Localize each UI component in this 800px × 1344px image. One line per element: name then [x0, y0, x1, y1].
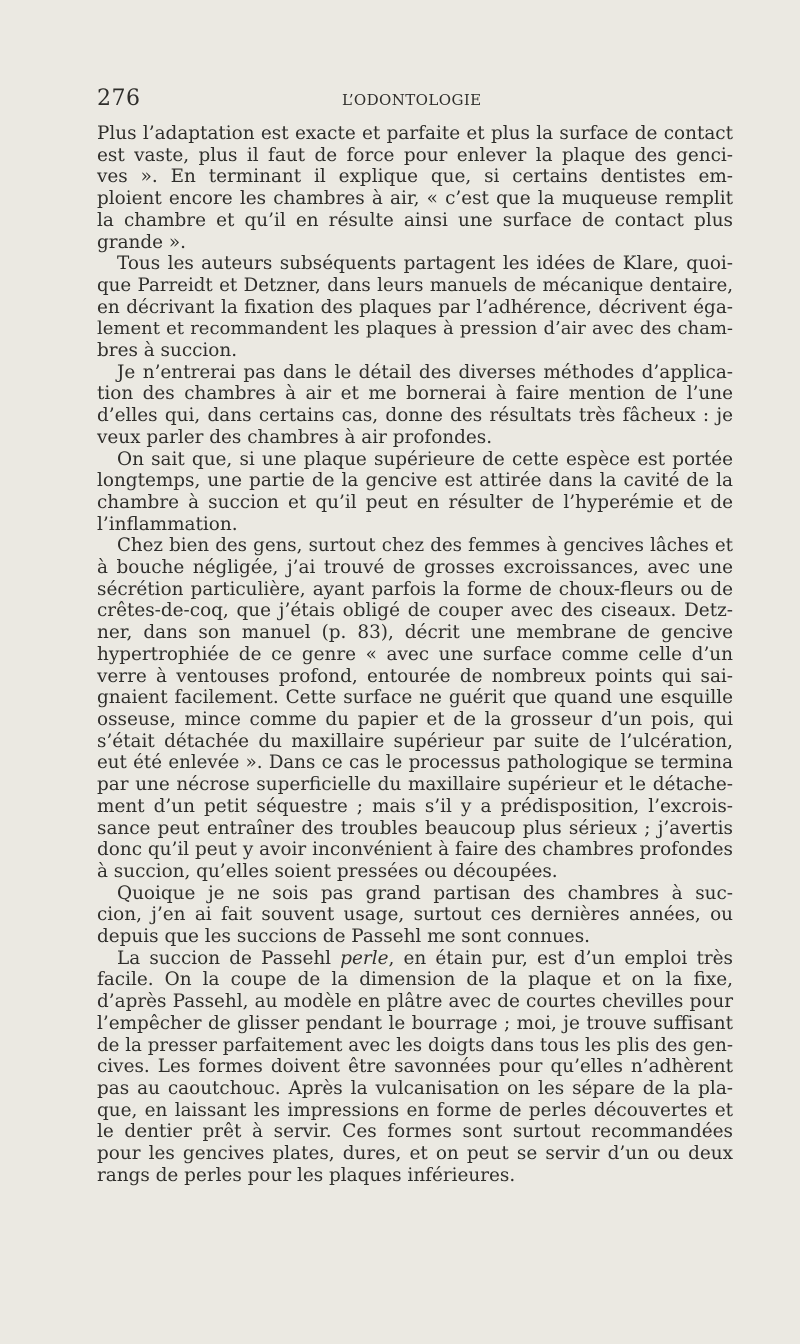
text-line: Quoique je ne sois pas grand partisan des chambres à suc-	[117, 882, 733, 904]
text-line: longtemps, une partie de la gencive est attirée dans la cavité de la	[97, 470, 733, 492]
text-line: cion, j’en ai fait souvent usage, surtout ces dernières années, ou	[97, 904, 733, 926]
text-line: crêtes-de-coq, que j’étais obligé de couper avec des ciseaux. Detz-	[97, 600, 733, 622]
text-line: Plus l’adaptation est exacte et parfaite et plus la surface de contact	[97, 123, 733, 144]
text-line: s’était détachée du maxillaire supérieur par suite de l’ulcération,	[97, 730, 733, 752]
text-line: Chez bien des gens, surtout chez des femmes à gencives lâches et	[117, 535, 733, 557]
text-line: pour les gencives plates, dures, et on peut se servir d’un ou deux	[97, 1143, 733, 1165]
running-title: L’ODONTOLOGIE	[342, 91, 482, 109]
text-line: d’après Passehl, au modèle en plâtre avec de courtes chevilles pour	[97, 991, 733, 1013]
text-line: le dentier prêt à servir. Ces formes sont surtout recommandées	[97, 1121, 733, 1143]
text-line: sécrétion particulière, ayant parfois la forme de choux-fleurs ou de	[97, 578, 733, 600]
text-segment: La succion de Passehl	[117, 947, 341, 969]
text-line: sance peut entraîner des troubles beaucoup plus sérieux ; j’avertis	[97, 817, 733, 839]
text-line: tion des chambres à air et me bornerai à faire mention de l’une	[97, 383, 733, 405]
text-line: rangs de perles pour les plaques inférieures.	[97, 1164, 516, 1186]
text-line	[97, 948, 733, 970]
body-text	[97, 123, 733, 1186]
text-line: par une nécrose superficielle du maxillaire supérieur et le détache-	[97, 774, 733, 796]
text-line: depuis que les succions de Passehl me sont connues.	[97, 926, 590, 948]
text-line: à succion, qu’elles soient pressées ou découpées.	[97, 860, 558, 882]
text-line: que Parreidt et Detzner, dans leurs manuels de mécanique dentaire,	[97, 274, 733, 296]
page-header	[97, 86, 733, 116]
text-line: facile. On la coupe de la dimension de la plaque et on la fixe,	[97, 969, 733, 991]
text-line: bres à succion.	[97, 340, 238, 362]
text-line: l’inflammation.	[97, 513, 238, 535]
text-line: verre à ventouses profond, entourée de nombreux points qui sai-	[97, 665, 733, 687]
text-line: la chambre et qu’il en résulte ainsi une surface de contact plus	[97, 209, 733, 231]
text-line: que, en laissant les impressions en forme de perles découvertes et	[97, 1099, 733, 1121]
text-line: On sait que, si une plaque supérieure de cette espèce est portée	[117, 448, 733, 470]
text-line: en décrivant la fixation des plaques par l’adhérence, décrivent éga-	[97, 296, 733, 318]
text-line: ment d’un petit séquestre ; mais s’il y a prédisposition, l’excrois-	[97, 795, 733, 817]
text-line: chambre à succion et qu’il peut en résulter de l’hyperémie et de	[97, 491, 733, 513]
text-line: l’empêcher de glisser pendant le bourrage ; moi, je trouve suffisant	[97, 1012, 733, 1034]
text-line: hypertrophiée de ce genre « avec une surface comme celle d’un	[97, 643, 733, 665]
text-line: grande ».	[97, 231, 186, 253]
text-line: à bouche négligée, j’ai trouvé de grosses excroissances, avec une	[97, 557, 733, 579]
italic-term: perle	[340, 947, 389, 969]
text-line: ploient encore les chambres à air, « c’est que la muqueuse remplit	[97, 188, 733, 210]
text-line: eut été enlevée ». Dans ce cas le processus pathologique se termina	[97, 752, 733, 774]
text-line: est vaste, plus il faut de force pour enlever la plaque des genci-	[97, 144, 733, 166]
text-line: Tous les auteurs subséquents partagent les idées de Klare, quoi-	[117, 253, 733, 275]
text-line: cives. Les formes doivent être savonnées pour qu’elles n’adhèrent	[97, 1056, 733, 1078]
text-line: de la presser parfaitement avec les doigts dans tous les plis des gen-	[97, 1034, 733, 1056]
text-line: osseuse, mince comme du papier et de la grosseur d’un pois, qui	[97, 708, 733, 730]
text-line: gnaient facilement. Cette surface ne guérit que quand une esquille	[97, 687, 733, 709]
text-line: ves ». En terminant il explique que, si certains dentistes em-	[97, 166, 733, 188]
text-line: d’elles qui, dans certains cas, donne des résultats très fâcheux : je	[97, 405, 733, 427]
text-line: Je n’entrerai pas dans le détail des diverses méthodes d’applica-	[117, 361, 733, 383]
page-number: 276	[97, 86, 141, 111]
text-line: lement et recommandent les plaques à pression d’air avec des cham-	[97, 318, 733, 340]
text-line: ner, dans son manuel (p. 83), décrit une membrane de gencive	[97, 622, 733, 644]
text-line: donc qu’il peut y avoir inconvénient à faire des chambres profondes	[97, 839, 733, 861]
text-line: veux parler des chambres à air profondes.	[97, 426, 493, 448]
text-line: pas au caoutchouc. Après la vulcanisation on les sépare de la pla-	[97, 1077, 733, 1099]
text-segment: , en étain pur, est d’un emploi très	[388, 947, 733, 969]
